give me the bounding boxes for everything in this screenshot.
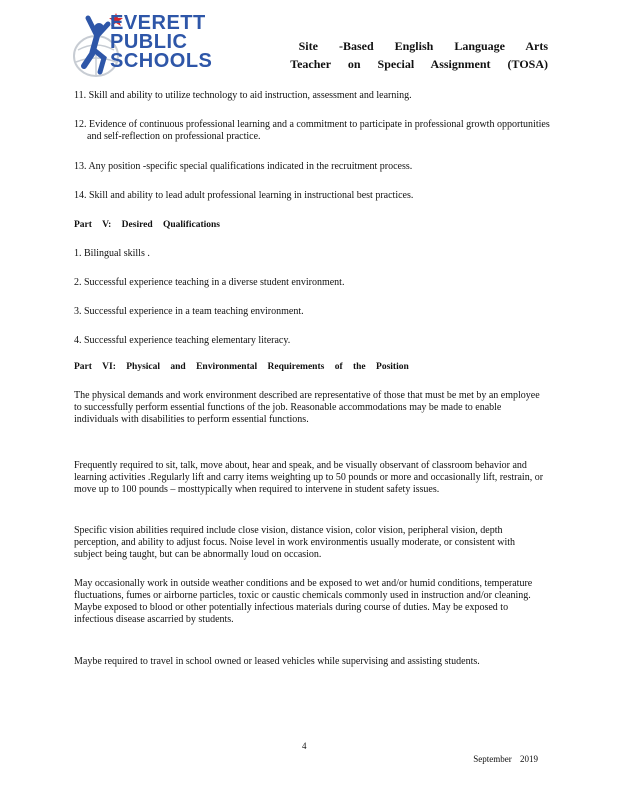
section-heading-part5: Part V: Desired Qualifications [74, 220, 221, 230]
paragraph: Frequently required to sit, talk, move about, hear and speak, and be visually observant of classroom behavior and learning activities .Regularly lift and carry items weighting up to 50 pounds or more and occasionally lift, restrain, or move up to 100 pounds – mosttypically when required to intervene in student safety issues. [74, 460, 544, 495]
section-heading-part6: Part VI: Physical and Environmental Requirements of the Position [74, 362, 409, 372]
header-title-line1: Site -Based English Language Arts [298, 39, 548, 53]
list-item: 14. Skill and ability to lead adult professional learning in instructional best practices. [74, 190, 414, 201]
list-item: 12. Evidence of continuous professional learning and a commitment to participate in professional growth opportunities and self-reflection on professional practice. [74, 119, 550, 142]
list-item: 3. Successful experience in a team teaching environment. [74, 306, 304, 317]
list-item: 1. Bilingual skills . [74, 248, 150, 259]
logo-wordmark: EVERETT PUBLIC SCHOOLS [110, 12, 213, 72]
list-item: 2. Successful experience teaching in a diverse student environment. [74, 277, 345, 288]
paragraph: May occasionally work in outside weather conditions and be exposed to wet and/or humid conditions, temperature fluctuations, fumes or airborne particles, toxic or caustic chemicals commonly used in instruction and/or cleaning. Maybe exposed to blood or other potentially infectious materials during course of duties. May be exposed to infectious disease ascarried by students. [74, 578, 533, 625]
paragraph: Specific vision abilities required include close vision, distance vision, color vision, peripheral vision, depth perception, and ability to adjust focus. Noise level in work environmentis usually moderate, or consistent with subject being taught, but can be abnormally loud on occasion. [74, 525, 516, 560]
header-title-line2: Teacher on Special Assignment (TOSA) [290, 57, 548, 71]
footer-date: September 2019 [473, 754, 538, 764]
paragraph: Maybe required to travel in school owned or leased vehicles while supervising and assisting students. [74, 656, 480, 667]
list-item: 11. Skill and ability to utilize technology to aid instruction, assessment and learning. [74, 90, 412, 101]
list-item: 4. Successful experience teaching elementary literacy. [74, 335, 291, 346]
district-logo [70, 10, 240, 80]
list-item: 13. Any position -specific special qualifications indicated in the recruitment process. [74, 161, 413, 172]
page-number: 4 [302, 741, 307, 751]
paragraph: The physical demands and work environment described are representative of those that must be met by an employee to successfully perform essential functions of the job. Reasonable accommodations may be made to enable individuals with disabilities to perform essential functions. [74, 390, 540, 425]
